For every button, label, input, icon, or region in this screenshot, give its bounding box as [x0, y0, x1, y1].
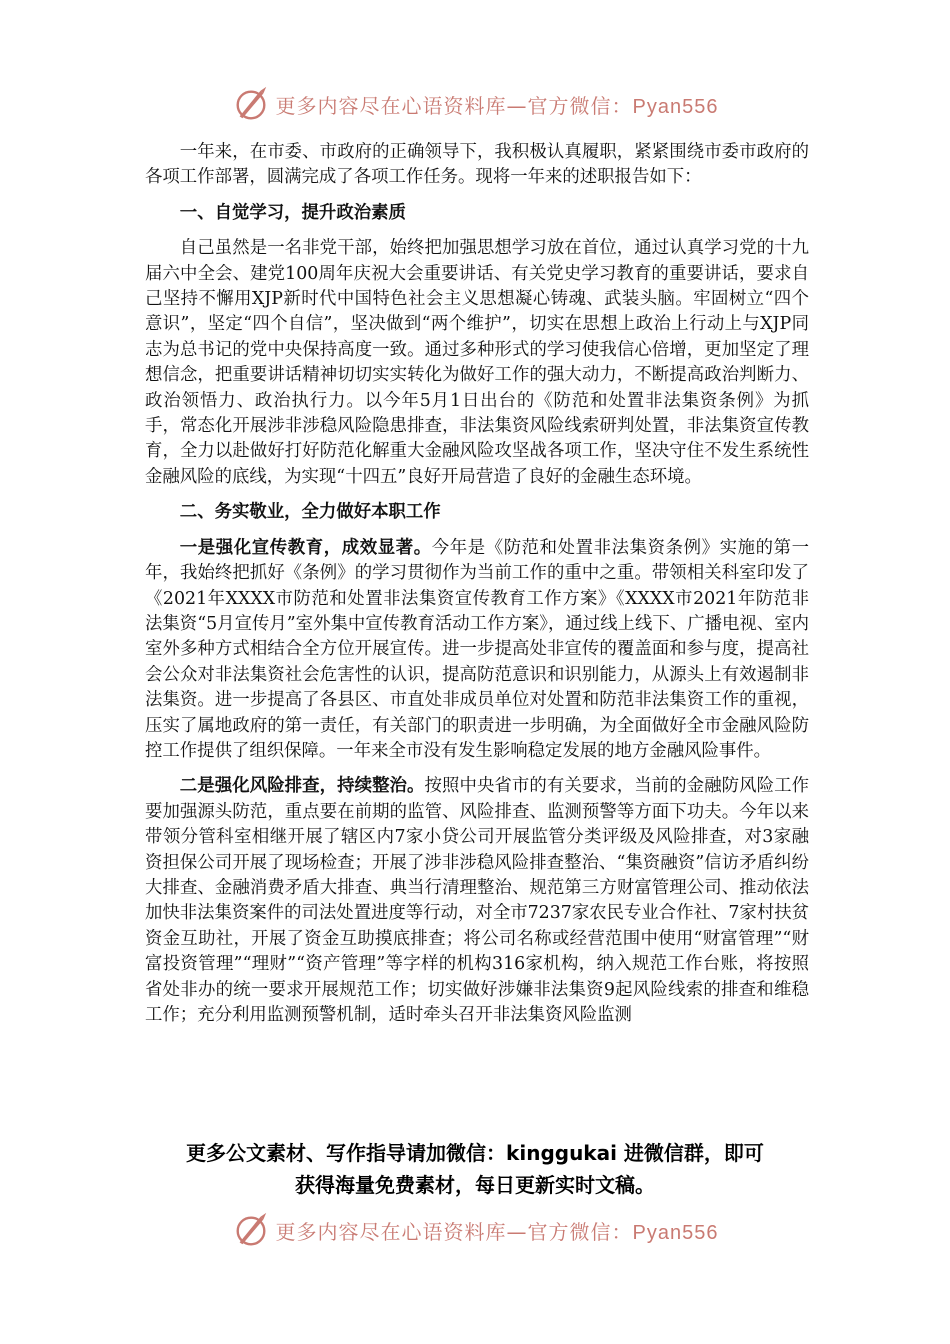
document-body [145, 140, 809, 1038]
promo-banner [120, 1137, 830, 1201]
section-heading-1: 一、自觉学习，提升政治素质 [179, 202, 406, 223]
section-heading-2: 二、务实敬业，全力做好本职工作 [179, 502, 441, 523]
watermark [232, 1211, 719, 1249]
item-1-lead: 一是强化宣传教育，成效显著。 [179, 537, 432, 558]
promo-line-2: 获得海量免费素材，每日更新实时文稿。 [295, 1173, 655, 1197]
item-2-text: 按照中央省市的有关要求，当前的金融防风险工作要加强源头防范，重点要在前期的监管、风险排查、监测预警等方面下功夫。今年以来带领分管科室相继开展了辖区内7家小贷公司开展监管分类评级及风险排查，对3家融资担保公司开展了现场检查；开展了涉非涉稳风险排查整治、“集资融资”信访矛盾纠纷大排查、金融消费矛盾大排查、典当行清理整治、规范第三方财富管理公司、推动依法加快非法集资案件的司法处置进度等行动，对全市7237家农民专业合作社、7家村扶贫资金互助社，开展了资金互助摸底排查；将公司名称或经营范围中使用“财富管理”“财富投资管理”“理财”“资产管理”等字样的机构316家机构，纳入规范工作台账，将按照省处非办的统一要求开展规范工作；切实做好涉嫌非法集资9起风险线索的排查和维稳工作；充分利用监测预警机制，适时牵头召开非法集资风险监测 [145, 776, 809, 1025]
item-2-lead: 二是强化风险排查，持续整治。 [179, 776, 425, 797]
watermark-text: 更多内容尽在心语资料库—官方微信：Pyan556 [275, 93, 719, 118]
footer-watermark [0, 1208, 950, 1252]
item-2-paragraph [145, 774, 809, 1028]
quill-logo-icon [232, 1211, 270, 1249]
header-watermark [0, 82, 950, 126]
intro-paragraph: 一年来，在市委、市政府的正确领导下，我积极认真履职，紧紧围绕市委市政府的各项工作部署，圆满完成了各项工作任务。现将一年来的述职报告如下： [145, 142, 809, 188]
quill-logo-icon [232, 85, 270, 123]
watermark [232, 85, 719, 123]
promo-line-1: 更多公文素材、写作指导请加微信：kinggukai 进微信群，即可 [186, 1141, 764, 1165]
section-1-paragraph: 自己虽然是一名非党干部，始终把加强思想学习放在首位，通过认真学习党的十九届六中全会、建党100周年庆祝大会重要讲话、有关党史学习教育的重要讲话，要求自己坚持不懈用XJP新时代中国特色社会主义思想凝心铸魂、武装头脑。牢固树立“四个意识”，坚定“四个自信”，坚决做到“两个维护”，切实在思想上政治上行动上与XJP同志为总书记的党中央保持高度一致。通过多种形式的学习使我信心倍增，更加坚定了理想信念，把重要讲话精神切切实实转化为做好工作的强大动力，不断提高政治判断力、政治领悟力、政治执行力。以今年5月1日出台的《防范和处置非法集资条例》为抓手，常态化开展涉非涉稳风险隐患排查，非法集资风险线索研判处置，非法集资宣传教育，全力以赴做好打好防范化解重大金融风险攻坚战各项工作，坚决守住不发生系统性金融风险的底线，为实现“十四五”良好开局营造了良好的金融生态环境。 [145, 238, 809, 487]
item-1-text: 今年是《防范和处置非法集资条例》实施的第一年，我始终把抓好《条例》的学习贯彻作为当前工作的重中之重。带领相关科室印发了《2021年XXXX市防范和处置非法集资宣传教育工作方案》《XXXX市2021年防范非法集资“5月宣传月”室外集中宣传教育活动工作方案》，通过线上线下、广播电视、室内室外多种方式相结合全方位开展宣传。进一步提高处非宣传的覆盖面和参与度，提高社会公众对非法集资社会危害性的认识，提高防范意识和识别能力，从源头上有效遏制非法集资。进一步提高了各县区、市直处非成员单位对处置和防范非法集资工作的重视，压实了属地政府的第一责任，有关部门的职责进一步明确，为全面做好全市金融风险防控工作提供了组织保障。一年来全市没有发生影响稳定发展的地方金融风险事件。 [145, 537, 809, 761]
item-1-paragraph [145, 536, 809, 765]
watermark-text: 更多内容尽在心语资料库—官方微信：Pyan556 [275, 1219, 719, 1244]
